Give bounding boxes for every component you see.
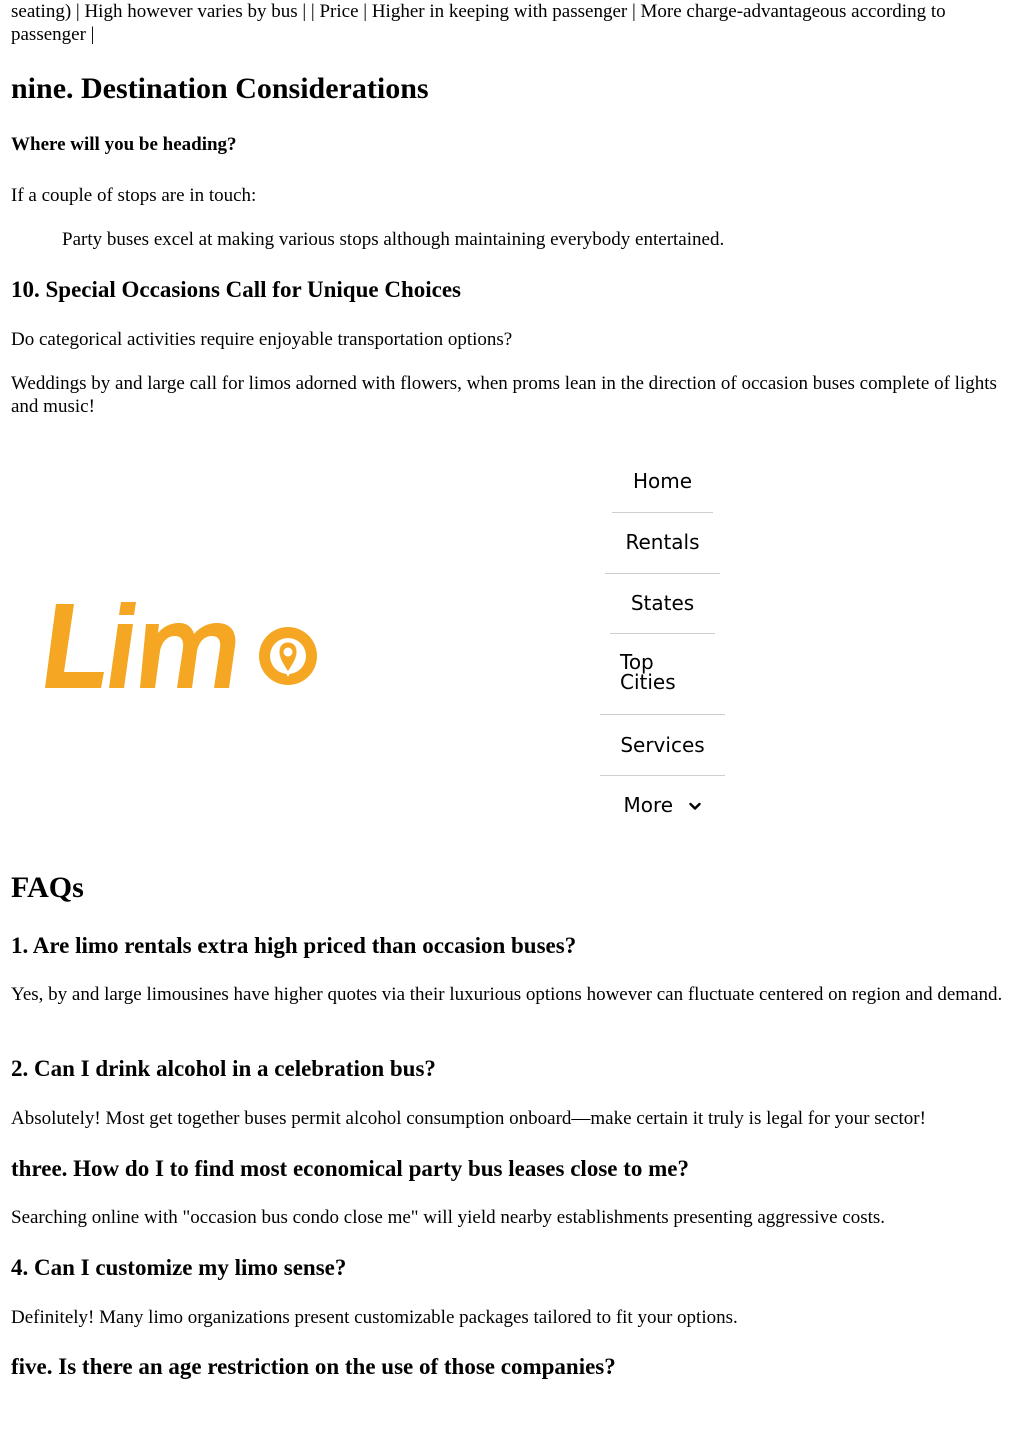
nav-divider [600,714,725,715]
faq-question-1: 1. Are limo rentals extra high priced than occasion buses? [11,933,577,958]
comparison-table-fragment: seating) | High however varies by bus | | Price | Higher in keeping with passenger | More charge-advantageous according to passenger | [11,1,946,45]
nav-item-more[interactable] [600,793,725,817]
section-9-heading: nine. Destination Considerations [11,72,429,105]
nav-divider [600,775,725,776]
faq-answer-1: Yes, by and large limousines have higher quotes via their luxurious options however can fluctuate centered on region and demand. [11,984,1003,1005]
nav-divider [605,573,720,574]
nav-divider [610,633,715,634]
nav-label-states: States [630,591,695,615]
section-10-para-1: Do categorical activities require enjoyable transportation options? [11,329,513,350]
section-9-quote: Party buses excel at making various stops although maintaining everybody entertained. [62,229,725,250]
nav-divider [612,512,713,513]
faq-answer-3: Searching online with "occasion bus condo close me" will yield nearby establishments presenting aggressive costs. [11,1207,886,1228]
nav-label-services: Services [620,733,705,757]
nav-label-top-cities-line1: Top [620,650,654,674]
section-9-subheading: Where will you be heading? [11,134,237,155]
faq-answer-4: Definitely! Many limo organizations present customizable packages tailored to fit your options. [11,1307,738,1328]
nav-label-top-cities-line2: Cities [620,670,676,694]
nav-item-top-cities[interactable] [620,652,710,692]
nav-item-rentals[interactable] [606,530,719,554]
nav-label-more: More [623,793,674,817]
section-10-heading: 10. Special Occasions Call for Unique Choices [11,277,462,302]
nav-label-home: Home [632,469,693,493]
section-9-intro: If a couple of stops are in touch: [11,185,257,206]
nav-item-services[interactable] [600,733,725,757]
nav-item-home[interactable] [612,469,713,493]
limo-logo-graphic [42,596,332,696]
nav-label-rentals: Rentals [625,530,700,554]
faq-question-3: three. How do I to find most economical party bus leases close to me? [11,1156,690,1181]
faqs-title: FAQs [11,871,84,904]
nav-item-states[interactable] [606,591,719,615]
chevron-down-icon [689,802,701,811]
site-logo[interactable] [42,596,332,696]
faq-question-4: 4. Can I customize my limo sense? [11,1255,347,1280]
faq-question-2: 2. Can I drink alcohol in a celebration bus? [11,1056,436,1081]
section-10-para-2: Weddings by and large call for limos adorned with flowers, when proms lean in the direction of occasion buses complete of lights and music! [11,373,997,417]
faq-answer-2: Absolutely! Most get together buses permit alcohol consumption onboard—make certain it truly is legal for your sector! [11,1108,926,1129]
faq-question-5: five. Is there an age restriction on the use of those companies? [11,1354,616,1379]
logo-text: Limo [42,596,45,597]
